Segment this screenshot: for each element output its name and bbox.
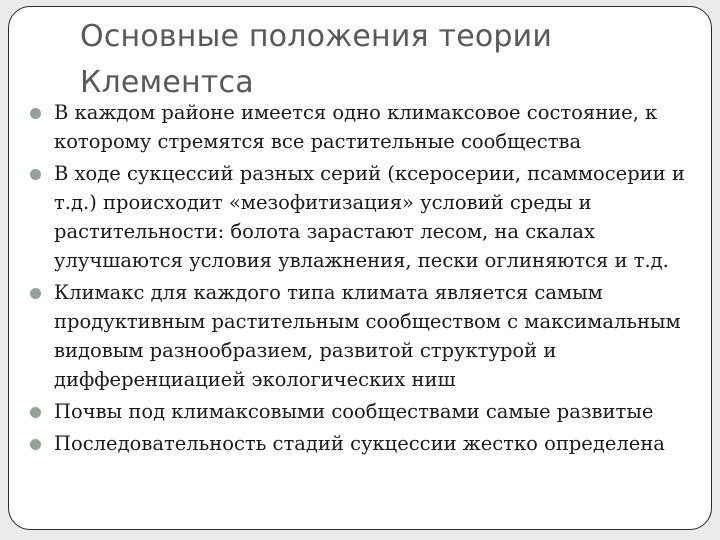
bullet-dot-icon: [30, 169, 41, 180]
bullet-text: Последовательность стадий сукцессии жестко определена: [54, 432, 665, 455]
bullet-item: [30, 278, 702, 394]
bullet-list: [30, 98, 702, 461]
bullet-dot-icon: [30, 108, 41, 119]
bullet-dot-icon: [30, 407, 41, 418]
slide-title: Основные положения теории Клементса: [80, 19, 553, 100]
bullet-item: [30, 397, 702, 426]
bullet-item: [30, 429, 702, 458]
bullet-item: [30, 159, 702, 275]
bullet-text: Климакс для каждого типа климата является самым продуктивным растительным сообществом с максимальным видовым разнообразием, развитой структурой и дифференциацией экологических ниш: [54, 281, 681, 391]
bullet-text: В каждом районе имеется одно климаксовое состояние, к которому стремятся все растительные сообщества: [54, 101, 658, 153]
bullet-dot-icon: [30, 288, 41, 299]
bullet-dot-icon: [30, 439, 41, 450]
bullet-text: В ходе сукцессий разных серий (ксеросерии, псаммосерии и т.д.) происходит «мезофитизация» условий среды и растительности: болота зарастают лесом, на скалах улучшаются условия увлажнения, пески оглиняются и т.д.: [54, 162, 685, 272]
bullet-item: [30, 98, 702, 156]
bullet-text: Почвы под климаксовыми сообществами самые развитые: [54, 400, 654, 423]
